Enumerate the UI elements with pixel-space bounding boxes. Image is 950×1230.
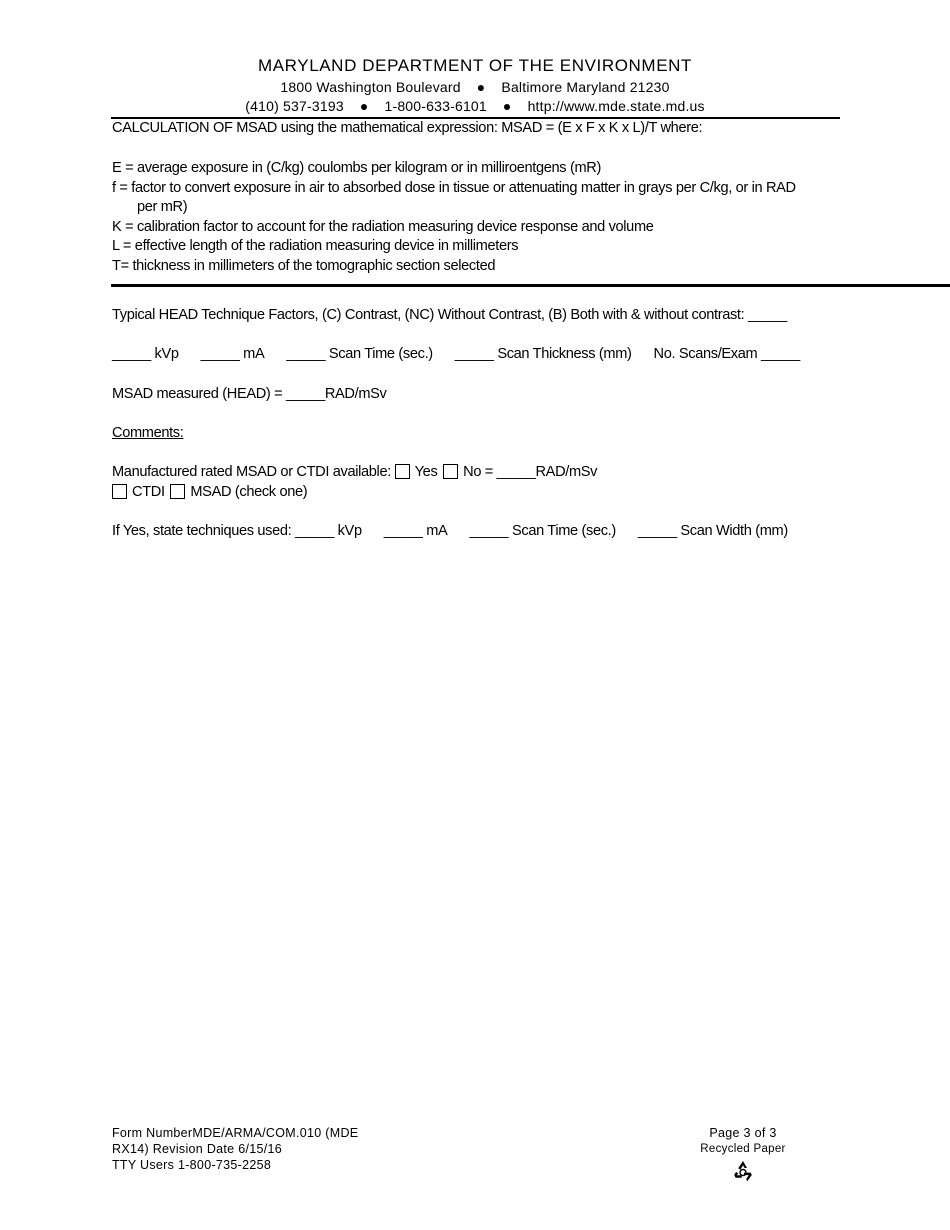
e-definition: E = average exposure in (C/kg) coulombs per kilogram or in milliroentgens (mR) — [112, 160, 601, 176]
phone-tollfree: 1-800-633-6101 — [384, 98, 487, 114]
comments-label: Comments: — [112, 425, 184, 441]
calc-intro: CALCULATION OF MSAD using the mathematical expression: MSAD = (E x F x K x L)/T where: — [112, 120, 703, 136]
available-label: Manufactured rated MSAD or CTDI available: — [112, 464, 391, 480]
recycle-icon — [732, 1160, 754, 1182]
techniques-kvp-field[interactable]: If Yes, state techniques used: _____ — [112, 523, 334, 539]
no-field[interactable]: No = _____RAD/mSv — [463, 464, 598, 480]
techniques-scan-time-field[interactable]: _____ Scan Time (sec.) — [469, 523, 616, 539]
bullet-icon: ● — [502, 98, 512, 114]
bullet-icon: ● — [359, 98, 369, 114]
manufacturer-available-row — [112, 464, 597, 480]
form-number: Form NumberMDE/ARMA/COM.010 (MDE — [112, 1126, 359, 1140]
msad-label: MSAD — [190, 484, 232, 500]
techniques-ma-field[interactable]: _____ mA — [383, 523, 448, 539]
yes-checkbox[interactable] — [395, 464, 410, 479]
address-line — [0, 79, 950, 95]
yes-label: Yes — [414, 464, 438, 480]
scans-per-exam-field[interactable]: No. Scans/Exam _____ — [653, 346, 800, 362]
org-title: MARYLAND DEPARTMENT OF THE ENVIRONMENT — [257, 56, 692, 75]
l-definition: L = effective length of the radiation measuring device in millimeters — [112, 238, 519, 254]
f-definition: f = factor to convert exposure in air to absorbed dose in tissue or attenuating matter in grays per C/kg, or in RAD — [112, 180, 796, 196]
city-address: Baltimore Maryland 21230 — [501, 79, 670, 95]
ctdi-label: CTDI — [132, 484, 165, 500]
msad-checkbox[interactable] — [170, 484, 185, 499]
techniques-kvp-unit: kVp — [337, 523, 362, 539]
t-definition: T= thickness in millimeters of the tomographic section selected — [112, 258, 496, 274]
kvp-field[interactable]: _____ kVp — [112, 346, 179, 362]
techniques-used-row — [112, 523, 788, 539]
tty-number: TTY Users 1-800-735-2258 — [112, 1158, 272, 1172]
bullet-icon: ● — [476, 79, 486, 95]
k-definition: K = calibration factor to account for the radiation measuring device response and volume — [112, 219, 654, 235]
check-one-row — [112, 484, 307, 500]
page-number: Page 3 of 3 — [709, 1126, 777, 1140]
section-divider — [111, 284, 950, 287]
recycled-paper-label: Recycled Paper — [700, 1143, 786, 1155]
technique-factors-line[interactable]: Typical HEAD Technique Factors, (C) Contrast, (NC) Without Contrast, (B) Both with & without contrast: _____ — [112, 307, 787, 323]
scan-thickness-field[interactable]: _____ Scan Thickness (mm) — [454, 346, 632, 362]
techniques-scan-width-field[interactable]: _____ Scan Width (mm) — [637, 523, 788, 539]
technique-fields-row — [112, 346, 800, 362]
contact-line — [0, 98, 950, 114]
revision-date: RX14) Revision Date 6/15/16 — [112, 1142, 282, 1156]
header-divider — [111, 117, 840, 119]
website-link[interactable]: http://www.mde.state.md.us — [527, 98, 705, 114]
no-checkbox[interactable] — [443, 464, 458, 479]
msad-measured-field[interactable]: MSAD measured (HEAD) = _____RAD/mSv — [112, 386, 387, 402]
f-definition-cont: per mR) — [137, 199, 188, 215]
check-one-note: (check one) — [234, 484, 308, 500]
scan-time-field[interactable]: _____ Scan Time (sec.) — [286, 346, 433, 362]
phone-local: (410) 537-3193 — [245, 98, 344, 114]
ma-field[interactable]: _____ mA — [200, 346, 265, 362]
street-address: 1800 Washington Boulevard — [280, 79, 461, 95]
ctdi-checkbox[interactable] — [112, 484, 127, 499]
